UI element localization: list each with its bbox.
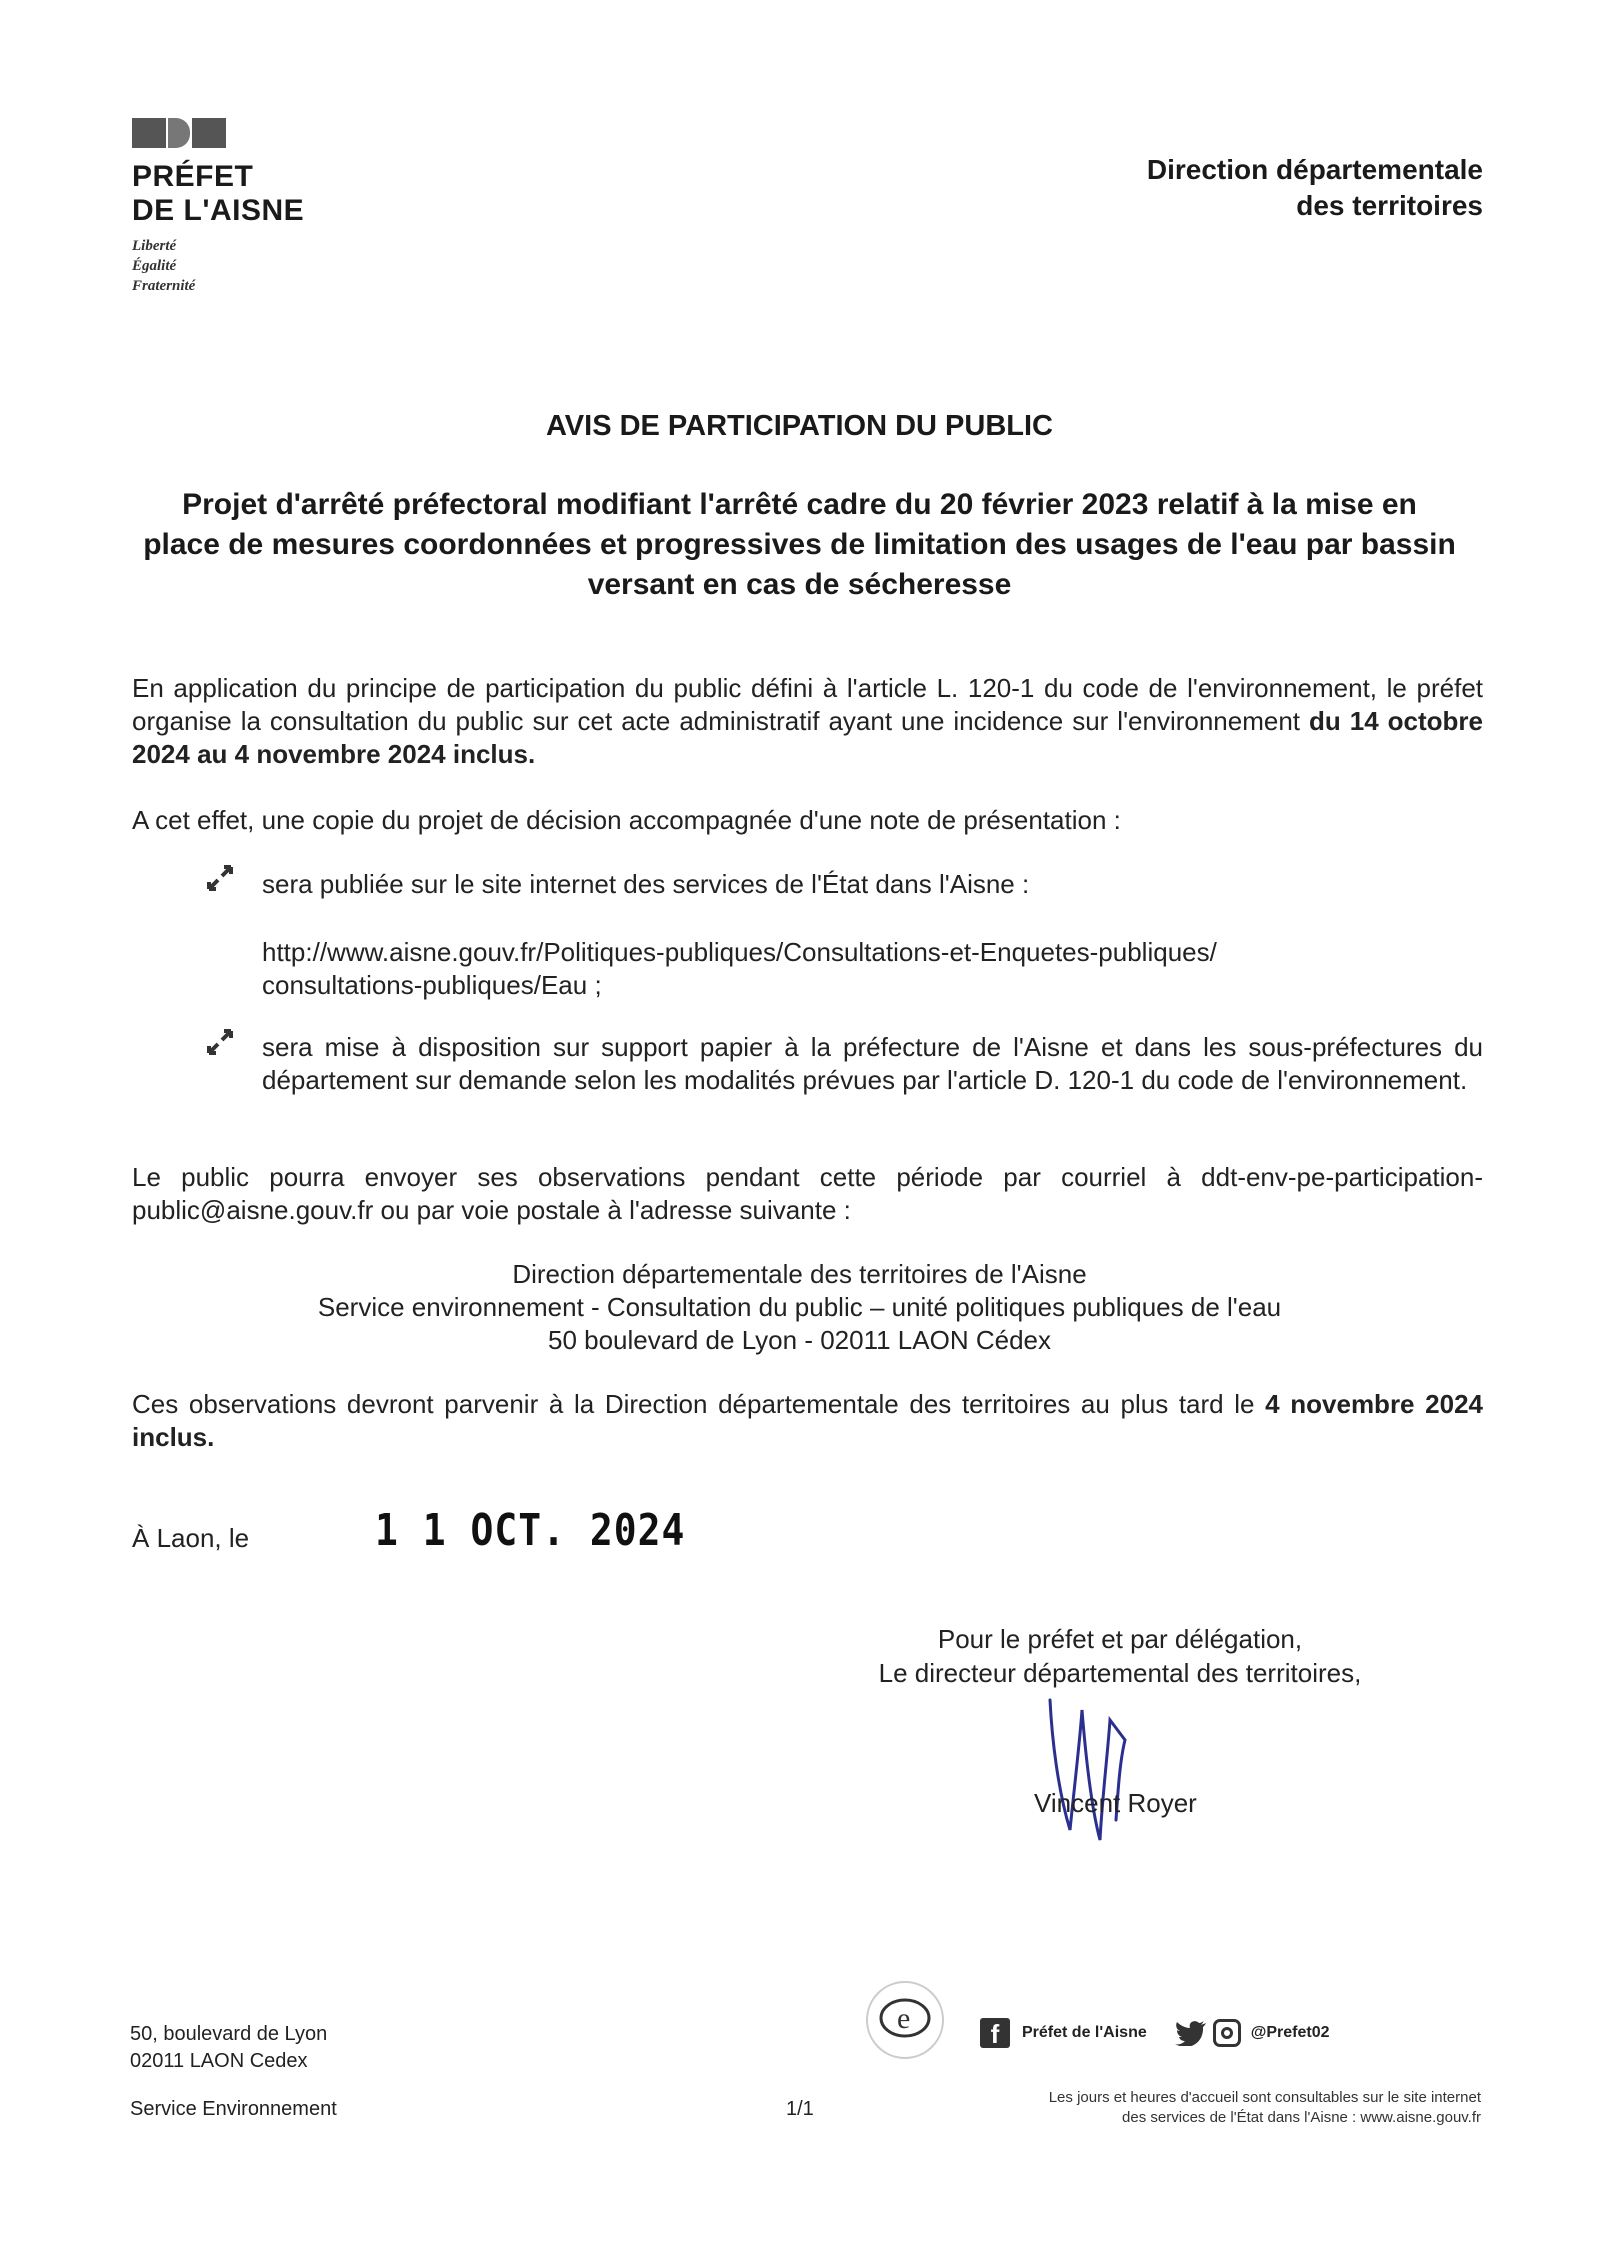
- place-label: À Laon, le: [132, 1523, 250, 1553]
- motto-fraternite: Fraternité: [132, 278, 196, 294]
- page-title: AVIS DE PARTICIPATION DU PUBLIC: [546, 410, 1053, 442]
- page-subtitle: Projet d'arrêté préfectoral modifiant l'arrêté cadre du 20 février 2023 relatif à la mise en place de mesures coordonnées et progressives de limitation des usages de l'eau par bassin versant en cas de sécheresse: [143, 488, 1456, 601]
- bullet-published-online: sera publiée sur le site internet des services de l'État dans l'Aisne :: [262, 869, 1030, 899]
- deadline-paragraph: [132, 1388, 1483, 1454]
- marianne-icon: [132, 118, 332, 148]
- svg-text:e: e: [897, 2002, 911, 2035]
- motto-egalite: Égalité: [132, 258, 177, 274]
- footer-service: Service Environnement: [130, 2098, 337, 2120]
- url-line2[interactable]: consultations-publiques/Eau ;: [262, 970, 602, 1000]
- director-line: Le directeur départemental des territoires,: [878, 1658, 1362, 1688]
- effect-paragraph: A cet effet, une copie du projet de décision accompagnée d'une note de présentation :: [132, 805, 1121, 835]
- bullet-paper-copy: sera mise à disposition sur support papier à la préfecture de l'Aisne et dans les sous-préfectures du département sur demande selon les modalités prévues par l'article D. 120-1 du code de l'environnement.: [262, 1032, 1483, 1095]
- facebook-icon[interactable]: f: [980, 2018, 1010, 2048]
- logo-title-line2: DE L'AISNE: [132, 194, 305, 227]
- twitter-handle[interactable]: @Prefet02: [1250, 2024, 1330, 2041]
- observations-paragraph: Le public pourra envoyer ses observations pendant cette période par courriel à ddt-env-pe-participation-public@aisne.gouv.fr ou par voie postale à l'adresse suivante :: [132, 1162, 1483, 1225]
- signer-name: Vincent Royer: [1034, 1788, 1197, 1818]
- footer-address-line1: 50, boulevard de Lyon: [130, 2023, 328, 2045]
- footer-hours-line2: des services de l'État dans l'Aisne : www.aisne.gouv.fr: [1122, 2109, 1481, 2126]
- handwritten-signature: [1030, 1680, 1140, 1850]
- address-line3: 50 boulevard de Lyon - 02011 LAON Cédex: [547, 1325, 1051, 1355]
- eco-label-icon: [860, 1978, 950, 2068]
- deadline-date: 4 novembre 2024 inclus.: [132, 1389, 1483, 1452]
- direction-line1: Direction départementale: [1146, 154, 1483, 185]
- arrow-bullet-icon: [206, 864, 234, 892]
- date-stamp: 1 1 OCT. 2024: [375, 1504, 686, 1556]
- motto-liberte: Liberté: [132, 238, 177, 254]
- intro-paragraph: [132, 672, 1483, 771]
- facebook-label[interactable]: Préfet de l'Aisne: [1022, 2024, 1147, 2041]
- arrow-bullet-icon: [206, 1028, 234, 1056]
- page-number: 1/1: [786, 2098, 814, 2120]
- twitter-icon[interactable]: [1175, 2020, 1207, 2046]
- address-line1: Direction départementale des territoires de l'Aisne: [512, 1259, 1087, 1289]
- footer-hours-line1: Les jours et heures d'accueil sont consultables sur le site internet: [1048, 2089, 1481, 2106]
- prefecture-logo: [132, 118, 332, 296]
- footer-hours: [1049, 2088, 1481, 2128]
- consultation-url[interactable]: [262, 936, 1483, 1002]
- url-line1[interactable]: http://www.aisne.gouv.fr/Politiques-publiques/Consultations-et-Enquetes-publiques/: [262, 937, 1217, 967]
- address-line2: Service environnement - Consultation du public – unité politiques publiques de l'eau: [317, 1292, 1282, 1322]
- deadline-text: Ces observations devront parvenir à la Direction départementale des territoires au plus tard le: [132, 1389, 1266, 1419]
- instagram-icon[interactable]: [1213, 2019, 1241, 2047]
- social-links: [980, 2018, 1329, 2048]
- footer-address-line2: 02011 LAON Cedex: [130, 2050, 308, 2072]
- logo-motto: [132, 236, 332, 296]
- intro-dates: du 14 octobre 2024 au 4 novembre 2024 inclus.: [132, 706, 1483, 769]
- direction-header: [1147, 152, 1483, 224]
- direction-line2: des territoires: [1296, 190, 1483, 221]
- delegation-line: Pour le préfet et par délégation,: [937, 1624, 1303, 1654]
- logo-title-line1: PRÉFET: [132, 160, 254, 193]
- postal-address: [0, 1258, 1599, 1357]
- footer-address: [130, 2021, 327, 2075]
- intro-text: En application du principe de participation du public défini à l'article L. 120-1 du code de l'environnement, le préfet organise la consultation du public sur cet acte administratif ayant une incidence sur l'environnement: [132, 673, 1483, 736]
